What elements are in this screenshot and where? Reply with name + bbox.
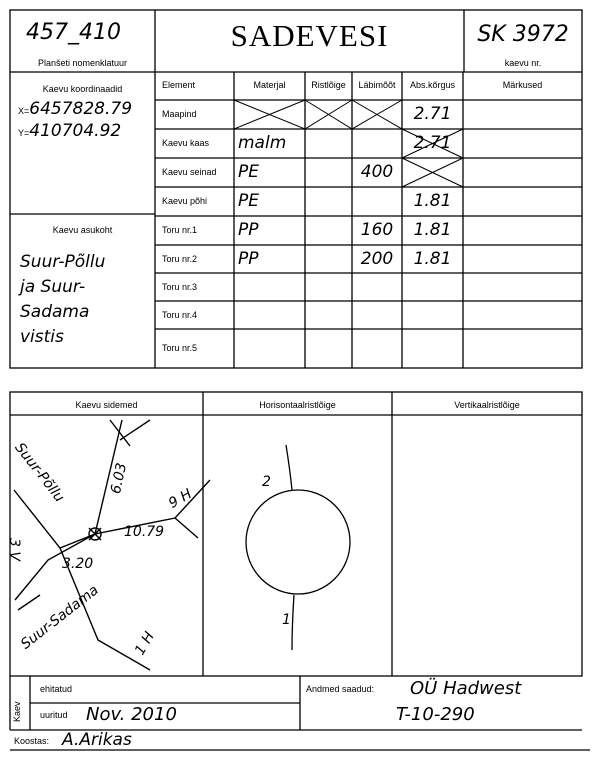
- cell-material: PE: [238, 162, 259, 182]
- col-header-cross-section: Ristlõige: [311, 80, 346, 90]
- dimension-2: 10.79: [124, 524, 165, 540]
- col-header-notes: Märkused: [502, 80, 543, 90]
- cell-diameter: [352, 301, 402, 329]
- cell-material: PP: [238, 220, 259, 240]
- cell-material: [238, 100, 305, 129]
- connections-label: Kaevu sidemed: [75, 400, 138, 410]
- cell-element: Kaevu põhi: [162, 196, 208, 206]
- cell-element: Toru nr.1: [162, 225, 198, 235]
- cell-material: PP: [238, 249, 259, 269]
- cell-abs: 2.71: [413, 133, 452, 153]
- cell-notes: [463, 158, 582, 187]
- house-number-3: 1 H: [132, 629, 158, 658]
- coord-y-value: 410704.92: [29, 121, 122, 141]
- cell-element: Toru nr.3: [162, 282, 198, 292]
- cell-notes: [463, 129, 582, 158]
- dimension-3: 3.20: [62, 556, 94, 572]
- surveyed-value: Nov. 2010: [86, 704, 177, 725]
- cell-cross: [305, 216, 352, 245]
- compiled-label: Koostas:: [14, 736, 50, 746]
- data-by-label: Andmed saadud:: [306, 684, 375, 694]
- col-header-material: Materjal: [253, 80, 286, 90]
- cell-diameter: 400: [360, 162, 394, 182]
- cell-cross: [305, 100, 352, 129]
- cell-cross: [305, 329, 352, 368]
- compiled-value: A.Arikas: [62, 730, 132, 750]
- location-text: [20, 250, 105, 350]
- cell-diameter: 200: [360, 249, 394, 269]
- location-label: Kaevu asukoht: [52, 225, 113, 235]
- cell-notes: [463, 329, 582, 368]
- cell-cross: [305, 245, 352, 273]
- location-line: Suur-Põllu: [20, 252, 106, 272]
- cell-cross: [305, 129, 352, 158]
- built-label: ehitatud: [40, 684, 73, 694]
- cell-material: [238, 329, 305, 368]
- cell-notes: [463, 216, 582, 245]
- pipe-label-1: 1: [282, 612, 291, 628]
- coords-label: Kaevu koordinaadid: [42, 84, 123, 94]
- cell-notes: [463, 273, 582, 301]
- coord-y: [18, 121, 121, 141]
- location-line: Sadama: [20, 302, 90, 322]
- cell-cross: [305, 273, 352, 301]
- cell-abs: 2.71: [413, 104, 452, 124]
- cell-cross: [305, 187, 352, 216]
- cell-element: Maapind: [162, 109, 197, 119]
- street-name-2: Suur-Sadama: [18, 582, 102, 653]
- house-number-2: 3 V: [6, 538, 22, 561]
- cell-abs: 1.81: [413, 220, 452, 240]
- cell-material: [238, 273, 305, 301]
- data-by-value: OÜ Hadwest: [410, 678, 522, 699]
- data-reference: T-10-290: [396, 704, 475, 725]
- dimension-1: 6.03: [108, 461, 131, 496]
- nomenclature-value: 457_410: [26, 20, 121, 45]
- cell-element: Toru nr.2: [162, 254, 198, 264]
- cell-abs: [402, 158, 463, 187]
- cell-notes: [463, 245, 582, 273]
- cell-cross: [305, 301, 352, 329]
- pipe-label-2: 2: [262, 474, 271, 490]
- surveyed-label: uuritud: [40, 710, 68, 720]
- well-no-value: SK 3972: [477, 22, 569, 47]
- col-header-diameter: Läbimõõt: [358, 80, 396, 90]
- cell-diameter: [352, 187, 402, 216]
- cell-diameter: [352, 329, 402, 368]
- cell-diameter: [352, 100, 402, 129]
- col-header-element: Element: [162, 80, 196, 90]
- location-line: ja Suur-: [20, 277, 86, 297]
- col-header-abs-height: Abs.kõrgus: [409, 80, 456, 90]
- cell-material: [238, 301, 305, 329]
- coord-x-prefix: X=: [18, 106, 30, 116]
- cell-abs: 1.81: [413, 191, 452, 211]
- coord-x-value: 6457828.79: [29, 99, 133, 119]
- horizontal-section-label: Horisontaalristlõige: [259, 400, 336, 410]
- coord-x: [18, 99, 132, 119]
- cell-abs: [402, 273, 463, 301]
- cell-abs: [402, 301, 463, 329]
- cell-notes: [463, 187, 582, 216]
- coord-y-prefix: Y=: [18, 128, 30, 138]
- cell-notes: [463, 301, 582, 329]
- cell-diameter: [352, 129, 402, 158]
- cell-element: Kaevu seinad: [162, 167, 217, 177]
- house-number-1: 9 H: [166, 486, 195, 512]
- cell-abs: [402, 329, 463, 368]
- nomenclature-label: Planšeti nomenklatuur: [37, 58, 128, 68]
- cell-element: Toru nr.5: [162, 343, 198, 353]
- cell-diameter: 160: [360, 220, 394, 240]
- cell-element: Kaevu kaas: [162, 138, 210, 148]
- cell-element: Toru nr.4: [162, 310, 198, 320]
- location-line: vistis: [20, 327, 64, 347]
- cell-abs: 1.81: [413, 249, 452, 269]
- cell-notes: [463, 100, 582, 129]
- form-title: SADEVESI: [230, 18, 389, 53]
- well-no-label: kaevu nr.: [504, 58, 542, 68]
- well-side-label: Kaev: [12, 701, 22, 722]
- cell-material: PE: [238, 191, 259, 211]
- cell-cross: [305, 158, 352, 187]
- street-name-1: Suur-Põllu: [11, 440, 68, 506]
- cell-diameter: [352, 273, 402, 301]
- vertical-section-label: Vertikaalristlõige: [454, 400, 520, 410]
- cell-material: malm: [238, 133, 287, 153]
